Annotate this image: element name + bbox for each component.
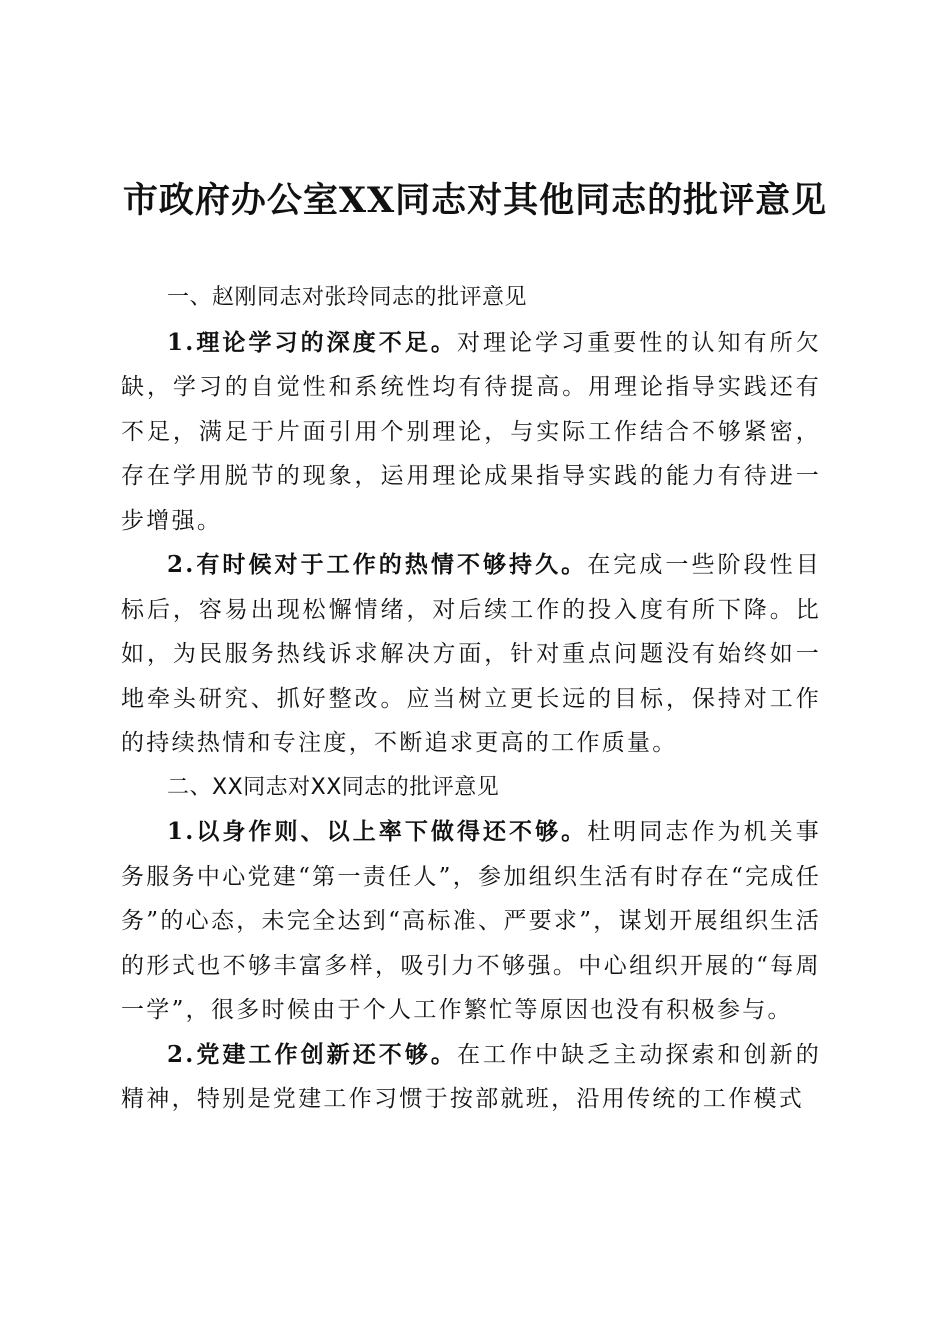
point-lead: 2.党建工作创新还不够。: [167, 1040, 457, 1068]
point-lead: 1.以身作则、以上率下做得还不够。: [167, 818, 588, 845]
paragraph-1-1: [121, 321, 821, 544]
paragraph-1-2: [121, 543, 821, 766]
document-body: [121, 276, 821, 1122]
paragraph-2-1: [121, 810, 821, 1033]
section-heading-2: 二、XX同志对XX同志的批评意见: [167, 774, 500, 800]
point-lead: 2.有时候对于工作的热情不够持久。: [167, 551, 588, 578]
document-title: 市政府办公室XX同志对其他同志的批评意见: [122, 180, 828, 221]
section-heading-1: 一、赵刚同志对张玲同志的批评意见: [167, 285, 528, 310]
paragraph-2-2: [121, 1033, 821, 1122]
point-text: 对理论学习重要性的认知有所欠缺，学习的自觉性和系统性均有待提高。用理论指导实践还有不足，满足于片面引用个别理论，与实际工作结合不够紧密，存在学用脱节的现象，运用理论成果指导实践的能力有待进一步增强。: [121, 329, 821, 534]
point-text: 杜明同志作为机关事务服务中心党建“第一责任人”，参加组织生活有时存在“完成任务”的心态，未完全达到“高标准、严要求”，谋划开展组织生活的形式也不够丰富多样，吸引力不够强。中心组织开展的“每周一学”，很多时候由于个人工作繁忙等原因也没有积极参与。: [121, 819, 821, 1023]
point-text: 在工作中缺乏主动探索和创新的精神，特别是党建工作习惯于按部就班，沿用传统的工作模式: [121, 1041, 821, 1112]
point-lead: 1.理论学习的深度不足。: [167, 328, 457, 356]
point-text: 在完成一些阶段性目标后，容易出现松懈情绪，对后续工作的投入度有所下降。比如，为民服务热线诉求解决方面，针对重点问题没有始终如一地牵头研究、抓好整改。应当树立更长远的目标，保持对工作的持续热情和专注度，不断追求更高的工作质量。: [121, 552, 821, 756]
